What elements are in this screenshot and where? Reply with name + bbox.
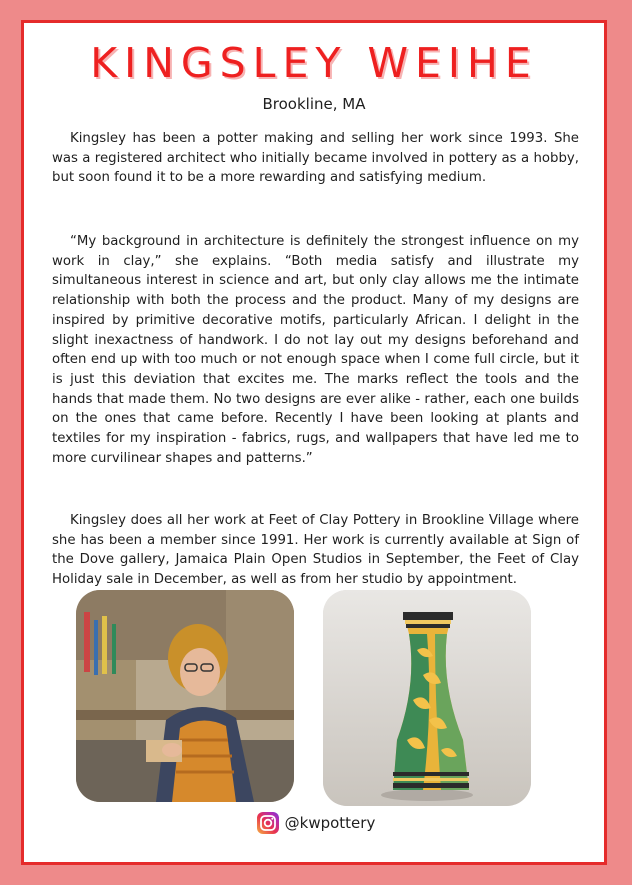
instagram-link[interactable] bbox=[0, 812, 632, 834]
bio-paragraph-3: Kingsley does all her work at Feet of Clay Pottery in Brookline Village where she has been a member since 1991. Her work is currently available at Sign of the Dove gallery, Jamaica Plain Open Studios in September, the Feet of Clay Holiday sale in December, as well as from her studio by appointment. bbox=[52, 513, 579, 588]
vase-illustration bbox=[323, 590, 531, 806]
vase-photo bbox=[323, 590, 531, 806]
instagram-icon bbox=[257, 812, 279, 834]
potter-illustration bbox=[76, 590, 294, 802]
bio-paragraph-2: “My background in architecture is definitely the strongest influence on my work in clay,” she explains. “Both media satisfy and illustrate my simultaneous interest in science and art, but only clay allows me the intimate relationship with both the process and the product. Many of my designs are inspired by primitive decorative motifs, particularly African. I delight in the slight inexactness of handwork. I do not lay out my designs beforehand and often end up with too much or not enough space when I come full circle, but it is just this deviation that excites me. The marks reflect the tools and the hands that made them. No two designs are ever alike - rather, each one builds on the ones that came before. Recently I have been looking at plants and textiles for my inspiration - fabrics, rugs, and wallpapers that have led me to more curvilinear shapes and patterns.” bbox=[52, 234, 579, 466]
bio-paragraph-1: Kingsley has been a potter making and selling her work since 1993. She was a registered architect who initially became involved in pottery as a hobby, but soon found it to be a more rewarding and satisfying medium. bbox=[52, 131, 579, 186]
potter-photo bbox=[76, 590, 294, 802]
artist-name: KINGSLEY WEIHE bbox=[90, 39, 538, 87]
instagram-handle: @kwpottery bbox=[284, 814, 376, 832]
artist-location: Brookline, MA bbox=[262, 95, 366, 113]
